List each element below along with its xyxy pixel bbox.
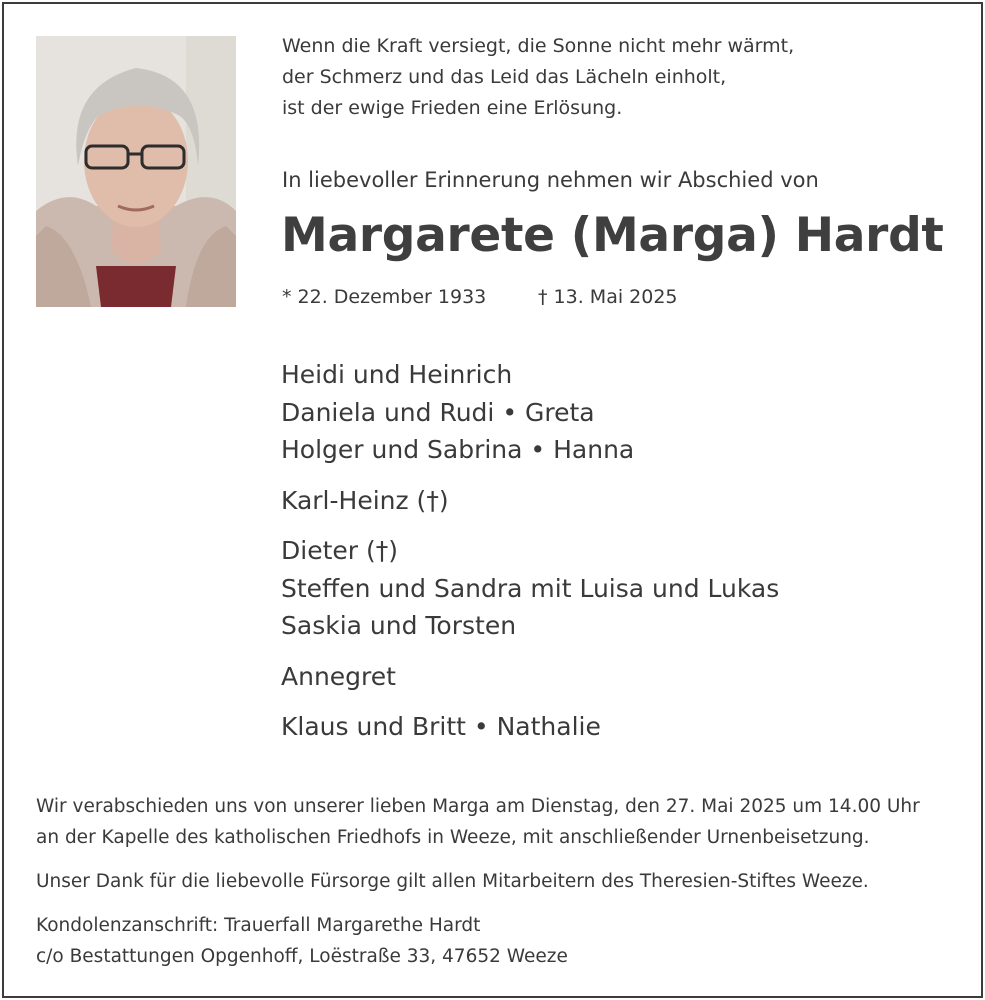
family-line: Annegret — [281, 661, 396, 691]
family-line: Klaus und Britt • Nathalie — [281, 712, 601, 741]
ceremony-info — [36, 791, 920, 985]
family-line: Saskia und Torsten — [281, 611, 517, 640]
death-date: † 13. Mai 2025 — [538, 286, 678, 308]
family-list — [281, 356, 779, 759]
life-dates — [282, 286, 678, 308]
condolence-line: c/o Bestattungen Opgenhoff, Loëstraße 33, 47652 Weeze — [36, 946, 568, 967]
family-line: Steffen und Sandra mit Luisa und Lukas — [281, 573, 780, 603]
ceremony-line: Wir verabschieden uns von unserer lieben Marga am Dienstag, den 27. Mai 2025 um 14.00 Uhr — [36, 796, 920, 817]
verse-line: Wenn die Kraft versiegt, die Sonne nicht mehr wärmt, — [282, 35, 795, 57]
thanks-paragraph — [36, 866, 920, 897]
condolence-line: Kondolenzanschrift: Trauerfall Margarethe Hardt — [36, 915, 481, 936]
family-line: Holger und Sabrina • Hanna — [281, 435, 635, 464]
condolence-address — [36, 910, 920, 972]
family-group — [281, 356, 779, 469]
family-group — [281, 658, 779, 696]
birth-date: * 22. Dezember 1933 — [282, 286, 487, 308]
family-line: Dieter (†) — [281, 536, 398, 565]
verse — [282, 31, 794, 124]
family-group — [281, 482, 779, 520]
thanks-line: Unser Dank für die liebevolle Fürsorge gilt allen Mitarbeitern des Theresien-Stiftes Weeze. — [36, 871, 869, 892]
family-line: Heidi und Heinrich — [281, 360, 513, 389]
family-group — [281, 532, 779, 645]
verse-line: der Schmerz und das Leid das Lächeln einholt, — [282, 66, 727, 88]
intro-text: In liebevoller Erinnerung nehmen wir Abschied von — [282, 168, 819, 192]
portrait-photo — [36, 36, 236, 307]
ceremony-paragraph — [36, 791, 920, 853]
family-group — [281, 708, 779, 746]
family-line: Karl-Heinz (†) — [281, 485, 449, 515]
deceased-name: Margarete (Marga) Hardt — [281, 208, 944, 263]
verse-line: ist der ewige Frieden eine Erlösung. — [282, 97, 623, 119]
family-line: Daniela und Rudi • Greta — [281, 397, 595, 427]
ceremony-line: an der Kapelle des katholischen Friedhofs in Weeze, mit anschließender Urnenbeisetzung. — [36, 827, 870, 848]
